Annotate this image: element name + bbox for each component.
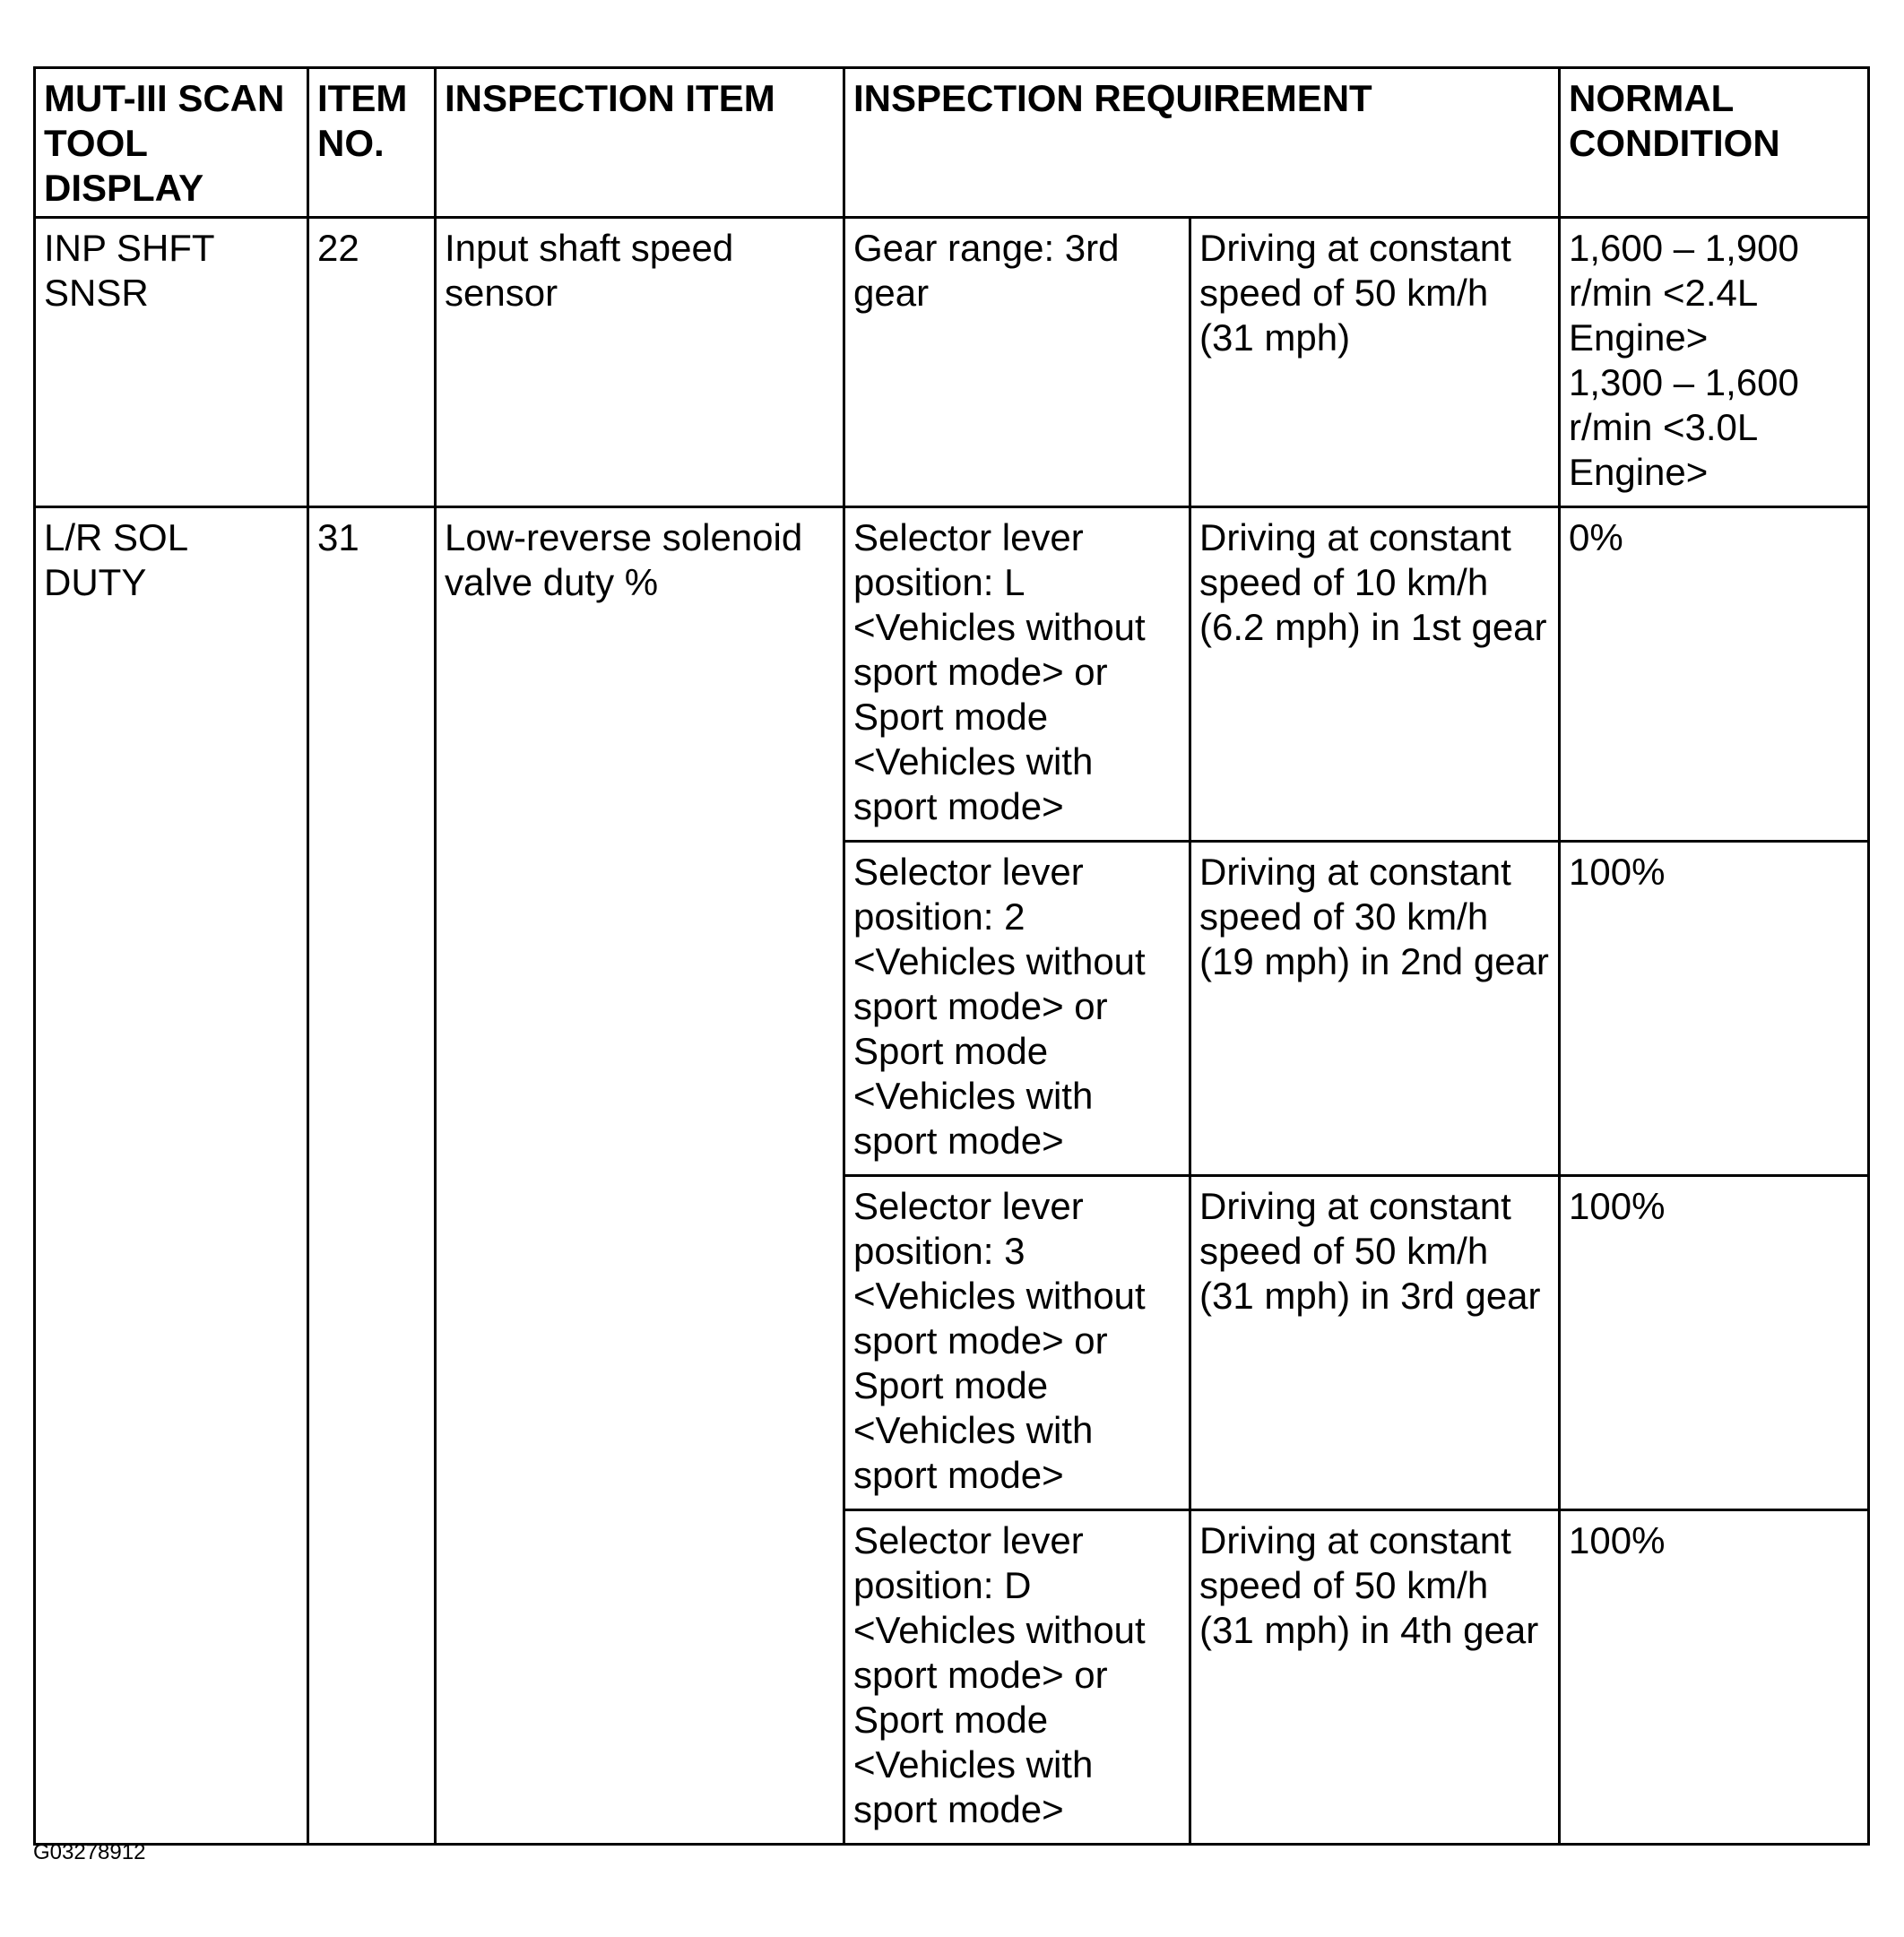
cell-requirement-detail: Driving at constant speed of 50 km/h (31 mph) in 4th gear [1190,1510,1560,1845]
cell-inspection-item: Low-reverse solenoid valve duty % [436,507,844,1845]
cell-requirement-detail: Driving at constant speed of 50 km/h (31 mph) [1190,218,1560,507]
normal-condition-line: 1,600 – 1,900 r/min <2.4L Engine> [1569,227,1799,359]
cell-normal-condition: 100% [1560,842,1869,1176]
cell-requirement-detail: Driving at constant speed of 50 km/h (31 mph) in 3rd gear [1190,1176,1560,1510]
cell-display: L/R SOL DUTY [35,507,308,1845]
cell-requirement: Selector lever position: L <Vehicles without sport mode> or Sport mode <Vehicles with sport mode> [844,507,1190,842]
table-row [35,507,1869,842]
cell-requirement: Selector lever position: 2 <Vehicles without sport mode> or Sport mode <Vehicles with sport mode> [844,842,1190,1176]
header-item-no: ITEM NO. [308,68,436,218]
cell-display: INP SHFT SNSR [35,218,308,507]
cell-requirement-detail: Driving at constant speed of 30 km/h (19 mph) in 2nd gear [1190,842,1560,1176]
header-display: MUT-III SCAN TOOL DISPLAY [35,68,308,218]
cell-normal-condition: 0% [1560,507,1869,842]
table-header-row [35,68,1869,218]
header-normal-condition: NORMAL CONDITION [1560,68,1869,218]
cell-item-no: 31 [308,507,436,1845]
normal-condition-line: 1,300 – 1,600 r/min <3.0L Engine> [1569,361,1799,493]
cell-requirement: Selector lever position: 3 <Vehicles without sport mode> or Sport mode <Vehicles with sport mode> [844,1176,1190,1510]
cell-normal-condition: 100% [1560,1510,1869,1845]
header-inspection-requirement: INSPECTION REQUIREMENT [844,68,1560,218]
figure-id: G03278912 [33,1840,146,1864]
cell-requirement: Gear range: 3rd gear [844,218,1190,507]
inspection-table [33,66,1870,1846]
table-row [35,218,1869,507]
cell-inspection-item: Input shaft speed sensor [436,218,844,507]
cell-normal-condition [1560,218,1869,507]
cell-requirement: Selector lever position: D <Vehicles without sport mode> or Sport mode <Vehicles with sport mode> [844,1510,1190,1845]
cell-requirement-detail: Driving at constant speed of 10 km/h (6.2 mph) in 1st gear [1190,507,1560,842]
cell-item-no: 22 [308,218,436,507]
header-inspection-item: INSPECTION ITEM [436,68,844,218]
cell-normal-condition: 100% [1560,1176,1869,1510]
